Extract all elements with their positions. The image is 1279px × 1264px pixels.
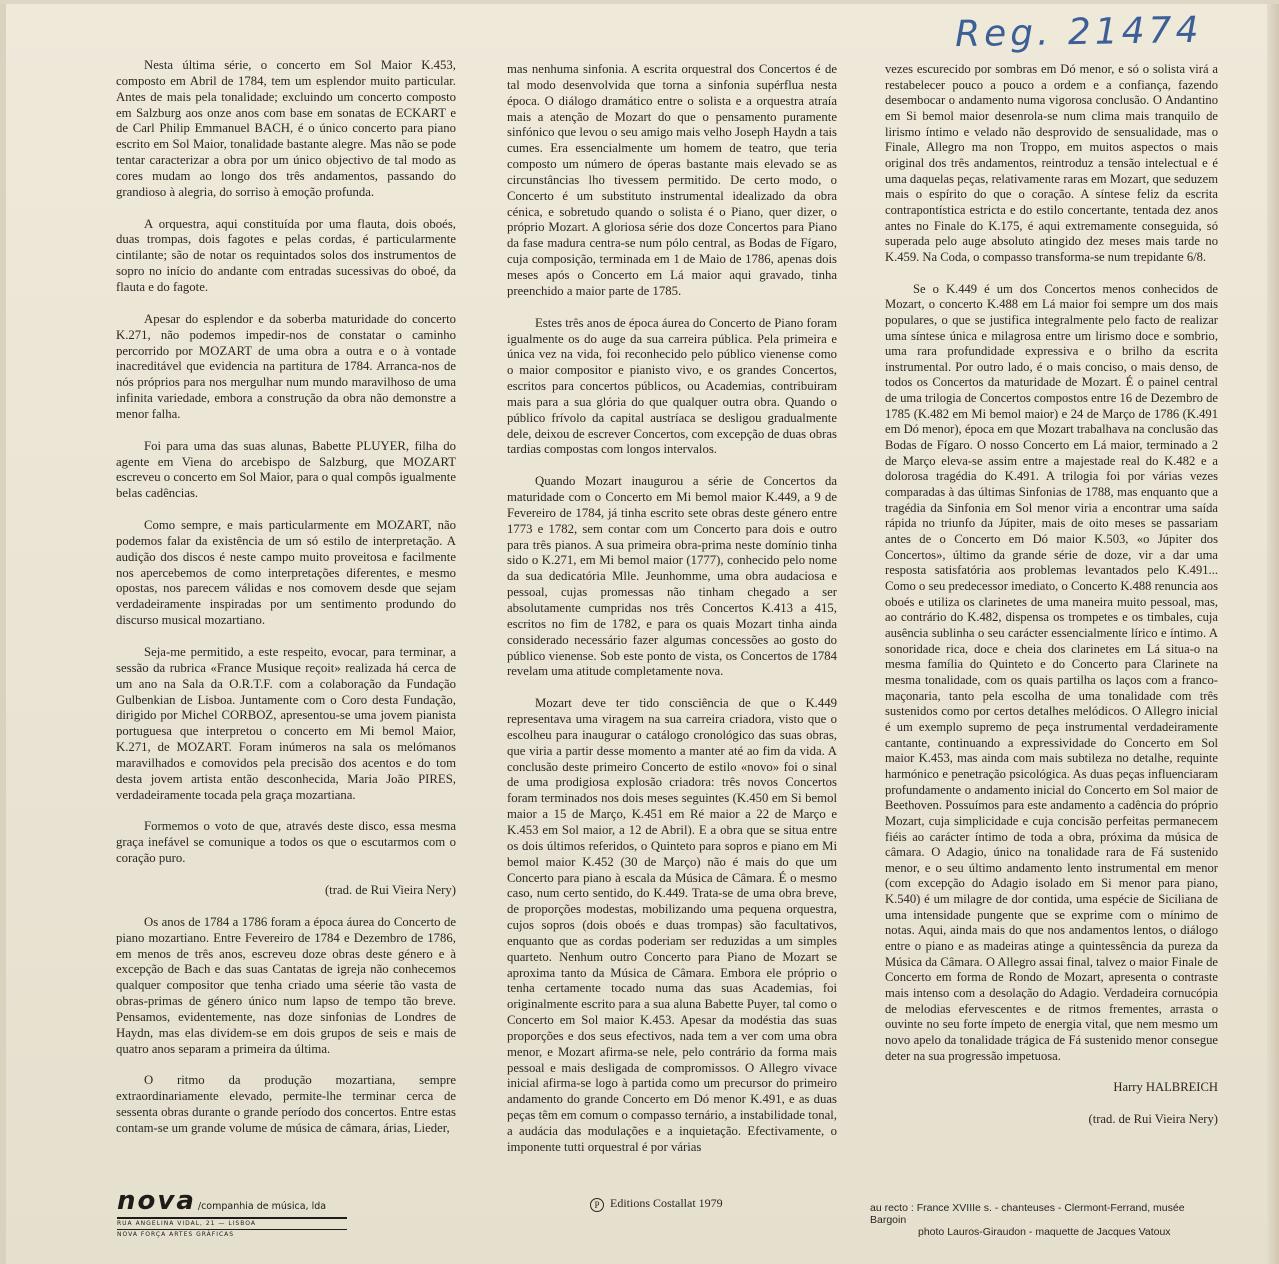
paragraph: Mozart deve ter tido consciência de que o K.449 representava uma viragem na sua carreira criadora, visto que o escolheu para inaugurar o catálogo cronológico das suas obras, que viria a partir desse momento a manter até ao fim da vida. A conclusão deste primeiro Concerto de estilo «novo» foi o sinal de uma prodigiosa explosão criadora: três novos Concertos foram terminados nos dois meses seguintes (K.450 em Si bemol maior a 15 de Março, K.451 em Ré maior a 22 de Março e K.453 em Sol maior, a 12 de Abril). E a obra que se situa entre os dois últimos referidos, o Quinteto para sopros e piano em Mi bemol maior K.452 (30 de Março) não é mais do que um Concerto para piano à escala da Música de Câmara. É o mesmo caso, num certo sentido, do K.449. Trata-se de uma obra breve, de proporções modestas, mobilizando uma pequena orquestra, cujos sopros (dois oboés e duas trompas) são facultativos, enquanto que as cordas poderiam ser reduzidas a um simples quarteto. Nenhum outro Concerto para Piano de Mozart se aproxima tanto da Música de Câmara. Embora ele próprio o tenha certamente tocado numa das suas Academias, foi originalmente escrito para a sua aluna Babette Puyer, tal como o Concerto em Sol maior K.453. Apesar da modéstia das suas proporções e dos seus efectivos, nada tem a ver com uma obra menor, e Mozart afirma-se nele, pelo contrário da forma mais pessoal e mais desligada de compromissos. O Allegro vivace inicial afirma-se logo à partida como um precursor do primeiro andamento do grande Concerto em Dó menor K.491, e as duas peças têm em comum o compasso ternário, a instabilidade tonal, a audácia das modulações e a inquietação. Efectivamente, o imponente tutti orquestral é por várias xyxy=(507,696,837,1154)
logo-address: RUA ANGELINA VIDAL, 21 — LISBOA xyxy=(117,1217,347,1227)
logo-wordmark: nova xyxy=(117,1186,196,1216)
paragraph: Se o K.449 é um dos Concertos menos conhecidos de Mozart, o concerto K.488 em Lá maior foi sempre um dos mais populares, o que se justifica integralmente pelo facto de realizar uma síntese única e milagrosa entre um lirismo doce e sombrio, uma rara profundidade expressiva e o brilho da escrita instrumental. Por outro lado, é o mais conciso, o mais denso, de todos os Concertos da maturidade de Mozart. É o painel central de uma trilogia de Concertos compostos entre 16 de Dezembro de 1785 (K.482 em Mi bemol maior) e 24 de Março de 1786 (K.491 em Dó menor), época em que Mozart trabalhava na conclusão das Bodas de Fígaro. O nosso Concerto em Lá maior, terminado a 2 de Março eleva-se assim entre a majestade real do K.482 e a dolorosa tragédia do K.491. A trilogia foi por várias vezes comparadas à das últimas Sinfonias de 1788, mas enquanto que a tragédia da Sinfonia em Sol menor viria a encontrar uma saída rápida no triunfo da Júpiter, mais de oito meses se passariam antes de o Concerto em Dó maior K.503, «o Júpiter dos Concertos», último da grande série de doze, vir a dar uma resposta satisfatória aos problemas levantados pelo K.491... Como o seu predecessor imediato, o Concerto K.488 renuncia aos oboés e utiliza os clarinetes de uma maneira muito pessoal, mas, ao contrário do K.482, dispensa os trompetes e os timbales, cuja ausência sublinha o seu carácter essencialmente lírico e íntimo. A sonoridade rica, doce e cheia dos clarinetes em Lá situa-o na mesma família do Quinteto e do Concerto para Clarinete na mesma tonalidade, com os quais partilha os laços com a franco-maçonaria, tanto pela escolha de uma tonalidade com três sustenidos como por certos detalhes melódicos. O Allegro inicial é um exemplo supremo de peça instrumental verdadeiramente cantante, continuando a expressividade do Concerto em Sol maior K.453, mas ainda com mais subtileza no detalhe, requinte harmónico e penetração psicológica. As duas peças influenciaram profundamente o andamento inicial do Concerto em Sol maior de Beethoven. Possuímos para este andamento a cadência do próprio Mozart, cuja simplicidade e cuja concisão perfeitas permanecem fiéis ao carácter íntimo de toda a obra, próxima da música de câmara. O Adagio, único na tonalidade rara de Fá sustenido menor, e o seu último andamento lento instrumental em menor (com excepção do Adagio isolado em Si menor para piano, K.540) é um milagre de dor contida, uma espécie de Siciliana de uma intensidade pungente que se exprime com o mínimo de notas. Aqui, ainda mais do que nos andamentos lentos, o diálogo entre o piano e as madeiras atinge a quintessência da pureza da Música da Câmara. O Allegro assai final, talvez o maior Finale de Concerto em forma de Rondo de Mozart, apresenta o contraste mais intenso com a desolação do Adagio. Verdadeira cornucópia de melodias efervescentes e de ritmos frementes, arrasta o ouvinte no seu forte ímpeto de energia vital, que nem mesmo um novo apelo da tonalidade trágica de Fá sustenido menor consegue deter na sua progressão impetuosa. xyxy=(885,281,1218,1063)
logo-company-name: /companhia de música, lda xyxy=(197,1201,327,1212)
logo-printer: NOVA FORÇA ARTES GRÁFICAS xyxy=(117,1229,347,1238)
sleeve-right-edge xyxy=(1267,0,1279,1264)
paragraph: Nesta última série, o concerto em Sol Maior K.453, composto em Abril de 1784, tem um esplendor muito particular. Antes de mais pela tonalidade; excluindo um concerto composto em Salzburg aos onze anos com base em sonatas de ECKART e de Carl Philip Emmanuel BACH, é o único concerto para piano escrito em Sol Maior, tonalidade bastante alegre. Mas não se pode tentar caracterizar a obra por um único objectivo de tal modo as cores mudam ao longo dos três andamentos, passando do grandioso à alegria, do sorriso à emoção profunda. xyxy=(116,58,456,199)
copyright-notice xyxy=(590,1196,723,1212)
phonogram-copyright-icon: P xyxy=(590,1198,604,1212)
paragraph: Seja-me permitido, a este respeito, evocar, para terminar, a sessão da rubrica «France Musique reçoit» realizada há cerca de um ano na Sala da O.R.T.F. com a colaboração da Fundação Gulbenkian de Lisboa. Juntamente com o Coro desta Fundação, dirigido por Michel CORBOZ, apresentou-se uma jovem pianista portuguesa que interpretou o concerto em Mi bemol Maior, K.271, de MOZART. Foram inúmeros na sala os melómanos maravilhados e comovidos pela precisão dos acentos e do tom desta jovem artista então desconhecida, Maria João PIRES, verdadeiramente tocada pela graça mozartiana. xyxy=(116,645,456,802)
paragraph: Como sempre, e mais particularmente em MOZART, não podemos falar da existência de um só estilo de interpretação. A audição dos discos é neste campo muito proveitosa e facilmente nos apercebemos de como interpretações diferentes, e mesmo opostas, nos parecem válidas e nos comovem desde que sejam verdadeiramente inspiradas por um sentimento produndo do discurso musical mozartiano. xyxy=(116,518,456,628)
author-signature: Harry HALBREICH xyxy=(1113,1080,1218,1095)
text-column-middle xyxy=(507,62,837,1172)
paragraph: Apesar do esplendor e da soberba maturidade do concerto K.271, não podemos impedir-nos de constatar o caminho percorrido por MOZART de uma obra a outra e o à vontade inacreditável que evidencia na partitura de 1784. Arranca-nos de nós próprios para nos mergulhar num mundo maravilhoso de uma infinita variedade, embora a construção da obra não demonstre a menor falha. xyxy=(116,311,456,421)
paragraph: mas nenhuma sinfonia. A escrita orquestral dos Concertos é de tal modo desenvolvida que torna a sinfonia supérflua nesta época. O diálogo dramático entre o solista e a orquestra atraía mais a atenção de Mozart do que o pensamento puramente sinfónico que levou o seu amigo mais velho Joseph Haydn a tais cumes. Era essencialmente um homem de teatro, que teria composto um número de óperas bastante mais elevado se as circunstâncias lho tivessem permitido. De certo modo, o Concerto é um substituto instrumental idealizado da obra cénica, e sobretudo quando o solista é o Piano, quer dizer, o próprio Mozart. A gloriosa série dos doze Concertos para Piano da fase madura centra-se num pólo central, as Bodas de Fígaro, cuja composição, terminada em 1 de Maio de 1786, apenas dois meses após o Concerto em Lá maior aqui gravado, tinha preenchido a maior parte de 1785. xyxy=(507,62,837,298)
paragraph: vezes escurecido por sombras em Dó menor, e só o solista virá a restabelecer pouco a pouco a ordem e a confiança, fazendo desembocar o andamento numa vigorosa conclusão. O Andantino em Si bemol maior desenrola-se num clima mais tranquilo de lirismo íntimo e velado não desprovido de sensualidade, mas o Finale, Allegro ma non Troppo, em muitos aspectos o mais original dos três andamentos, reintroduz a tensão intelectual e é uma daquelas peças, relativamente raras em Mozart, que seduzem mais o espírito do que o coração. A síntese feliz da escrita contrapontística estricta e do estilo concertante, tentada dez anos antes no Finale do K.175, é aqui extremamente conseguida, só superada pelo auge absoluto atingido dez meses mais tarde no K.459. Na Coda, o compasso transforma-se num trepidante 6/8. xyxy=(885,62,1218,264)
paragraph: Quando Mozart inaugurou a série de Concertos da maturidade com o Concerto em Mi bemol maior K.449, a 9 de Fevereiro de 1784, já tinha escrito sete obras deste género entre 1773 e 1782, sem contar com um Concerto para dois e outro para três pianos. A sua primeira obra-prima neste domínio tinha sido o K.271, em Mi bemol maior (1777), conhecido pelo nome da sua dedicatória Mlle. Jeunhomme, uma obra audaciosa e pessoal, cujas promessas não tinham chegado a ser absolutamente cumpridas nos três Concertos K.413 a 415, escritos no fim de 1782, e para os quais Mozart tinha ainda considerado necessário fazer algumas concessões ao gosto do público vienense. Sob este ponto de vista, os Concertos de 1784 revelam uma atitude completamente nova. xyxy=(507,474,837,679)
paragraph: O ritmo da produção mozartiana, sempre extraordinariamente elevado, permite-lhe terminar cerca de sessenta obras durante o grande período dos concertos. Entre estas contam-se um grande volume de música de câmara, árias, Lieder, xyxy=(116,1073,456,1135)
cover-credits xyxy=(870,1202,1220,1238)
paragraph: Os anos de 1784 a 1786 foram a época áurea do Concerto de piano mozartiano. Entre Fevereiro de 1784 e Dezembro de 1786, em menos de três anos, escreveu doze obras deste género e à excepção de Bach e das suas Cantatas de igreja não conhecemos qualquer compositor que tenha criado uma séerie tão vasta de obras-primas de género único num lapso de tempo tão breve. Pensamos, evidentemente, nas doze sinfonias de Londres de Haydn, mas elas dividem-se em dois grupos de seis e mais de quatro anos separam a primeira da última. xyxy=(116,914,456,1056)
sleeve-left-edge xyxy=(0,0,6,1264)
paragraph: Estes três anos de época áurea do Concerto de Piano foram igualmente os do auge da sua carreira pública. Pela primeira e única vez na vida, foi reconhecido pelo público vienense como o maior compositor e pianisto vivo, e os grandes Concertos, escritos para concertos públicos, ou Academias, contribuiram mais para a sua glória do que qualquer outra obra. Quando o público frívolo da capital austríaca se desligou gradualmente dele, deixou de escrever Concertos, com excepção de duas obras tardias compostas com longos intervalos. xyxy=(507,315,837,457)
sleeve-top-edge xyxy=(0,0,1279,4)
translator-credit: (trad. de Rui Vieira Nery) xyxy=(324,882,456,897)
publisher-logo xyxy=(117,1186,347,1238)
text-column-left xyxy=(116,58,456,1153)
handwritten-register-number: Reg. 21474 xyxy=(954,9,1203,56)
paragraph: Foi para uma das suas alunas, Babette PLUYER, filha do agente em Viena do arcebispo de Salzburg, que MOZART escreveu o concerto em Sol Maior, para o qual compôs igualmente belas cadências. xyxy=(116,438,456,501)
translator-credit: (trad. de Rui Vieira Nery) xyxy=(1088,1112,1218,1126)
paragraph: Formemos o voto de que, através deste disco, essa mesma graça inefável se comunique a todos os que o escutarmos com o coração puro. xyxy=(116,819,456,866)
cover-credit-line: photo Lauros-Giraudon - maquette de Jacques Vatoux xyxy=(918,1226,1171,1238)
cover-credit-line: au recto : France XVIIIe s. - chanteuses - Clermont-Ferrand, musée Bargoin xyxy=(870,1202,1185,1226)
text-column-right xyxy=(885,62,1218,1144)
copyright-text: Editions Costallat 1979 xyxy=(610,1196,723,1210)
paragraph: A orquestra, aqui constituída por uma flauta, dois oboés, duas trompas, dois fagotes e pelas cordas, é particularmente cintilante; são de notar os requintados solos dos instrumentos de sopro no início do andante com entradas sucessivas do oboé, da flauta e do fagote. xyxy=(116,216,456,294)
